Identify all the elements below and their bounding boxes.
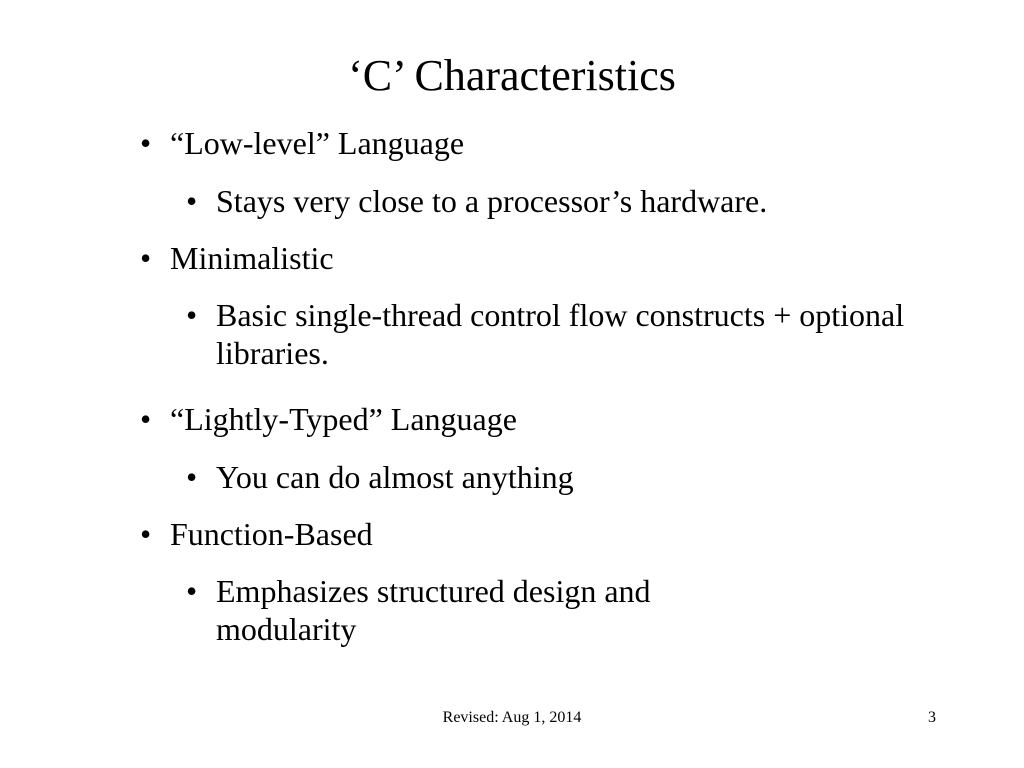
sub-bullet-item [186, 182, 946, 220]
slide-title: ‘C’ Characteristics [348, 51, 676, 100]
sub-bullet-marker: • [186, 573, 198, 609]
sub-bullet-text: Stays very close to a processor’s hardware. [216, 183, 768, 219]
sub-bullet-text: You can do almost anything [216, 459, 574, 495]
sub-bullet-marker: • [186, 459, 198, 495]
sub-bullet-item [186, 296, 946, 372]
sub-bullet-text: Emphasizes structured design and modularity [216, 573, 651, 647]
bullet-marker: • [140, 240, 152, 276]
sub-bullet-marker: • [186, 183, 198, 219]
sub-bullet-item [186, 458, 946, 496]
bullet-item [140, 239, 334, 277]
bullet-text: “Lightly-Typed” Language [170, 401, 517, 437]
bullet-marker: • [140, 401, 152, 437]
bullet-marker: • [140, 516, 152, 552]
sub-bullet-marker: • [186, 297, 198, 333]
bullet-text: Function-Based [170, 516, 373, 552]
bullet-text: Minimalistic [170, 240, 334, 276]
sub-bullet-item [186, 572, 786, 648]
bullet-item [140, 515, 373, 553]
bullet-text: “Low-level” Language [170, 125, 465, 161]
bullet-item [140, 124, 464, 162]
bullet-item [140, 400, 517, 438]
sub-bullet-text: Basic single-thread control flow constructs + optional libraries. [216, 297, 905, 371]
page-number: 3 [928, 709, 936, 726]
footer-revised-date: Revised: Aug 1, 2014 [442, 709, 582, 726]
bullet-marker: • [140, 125, 152, 161]
